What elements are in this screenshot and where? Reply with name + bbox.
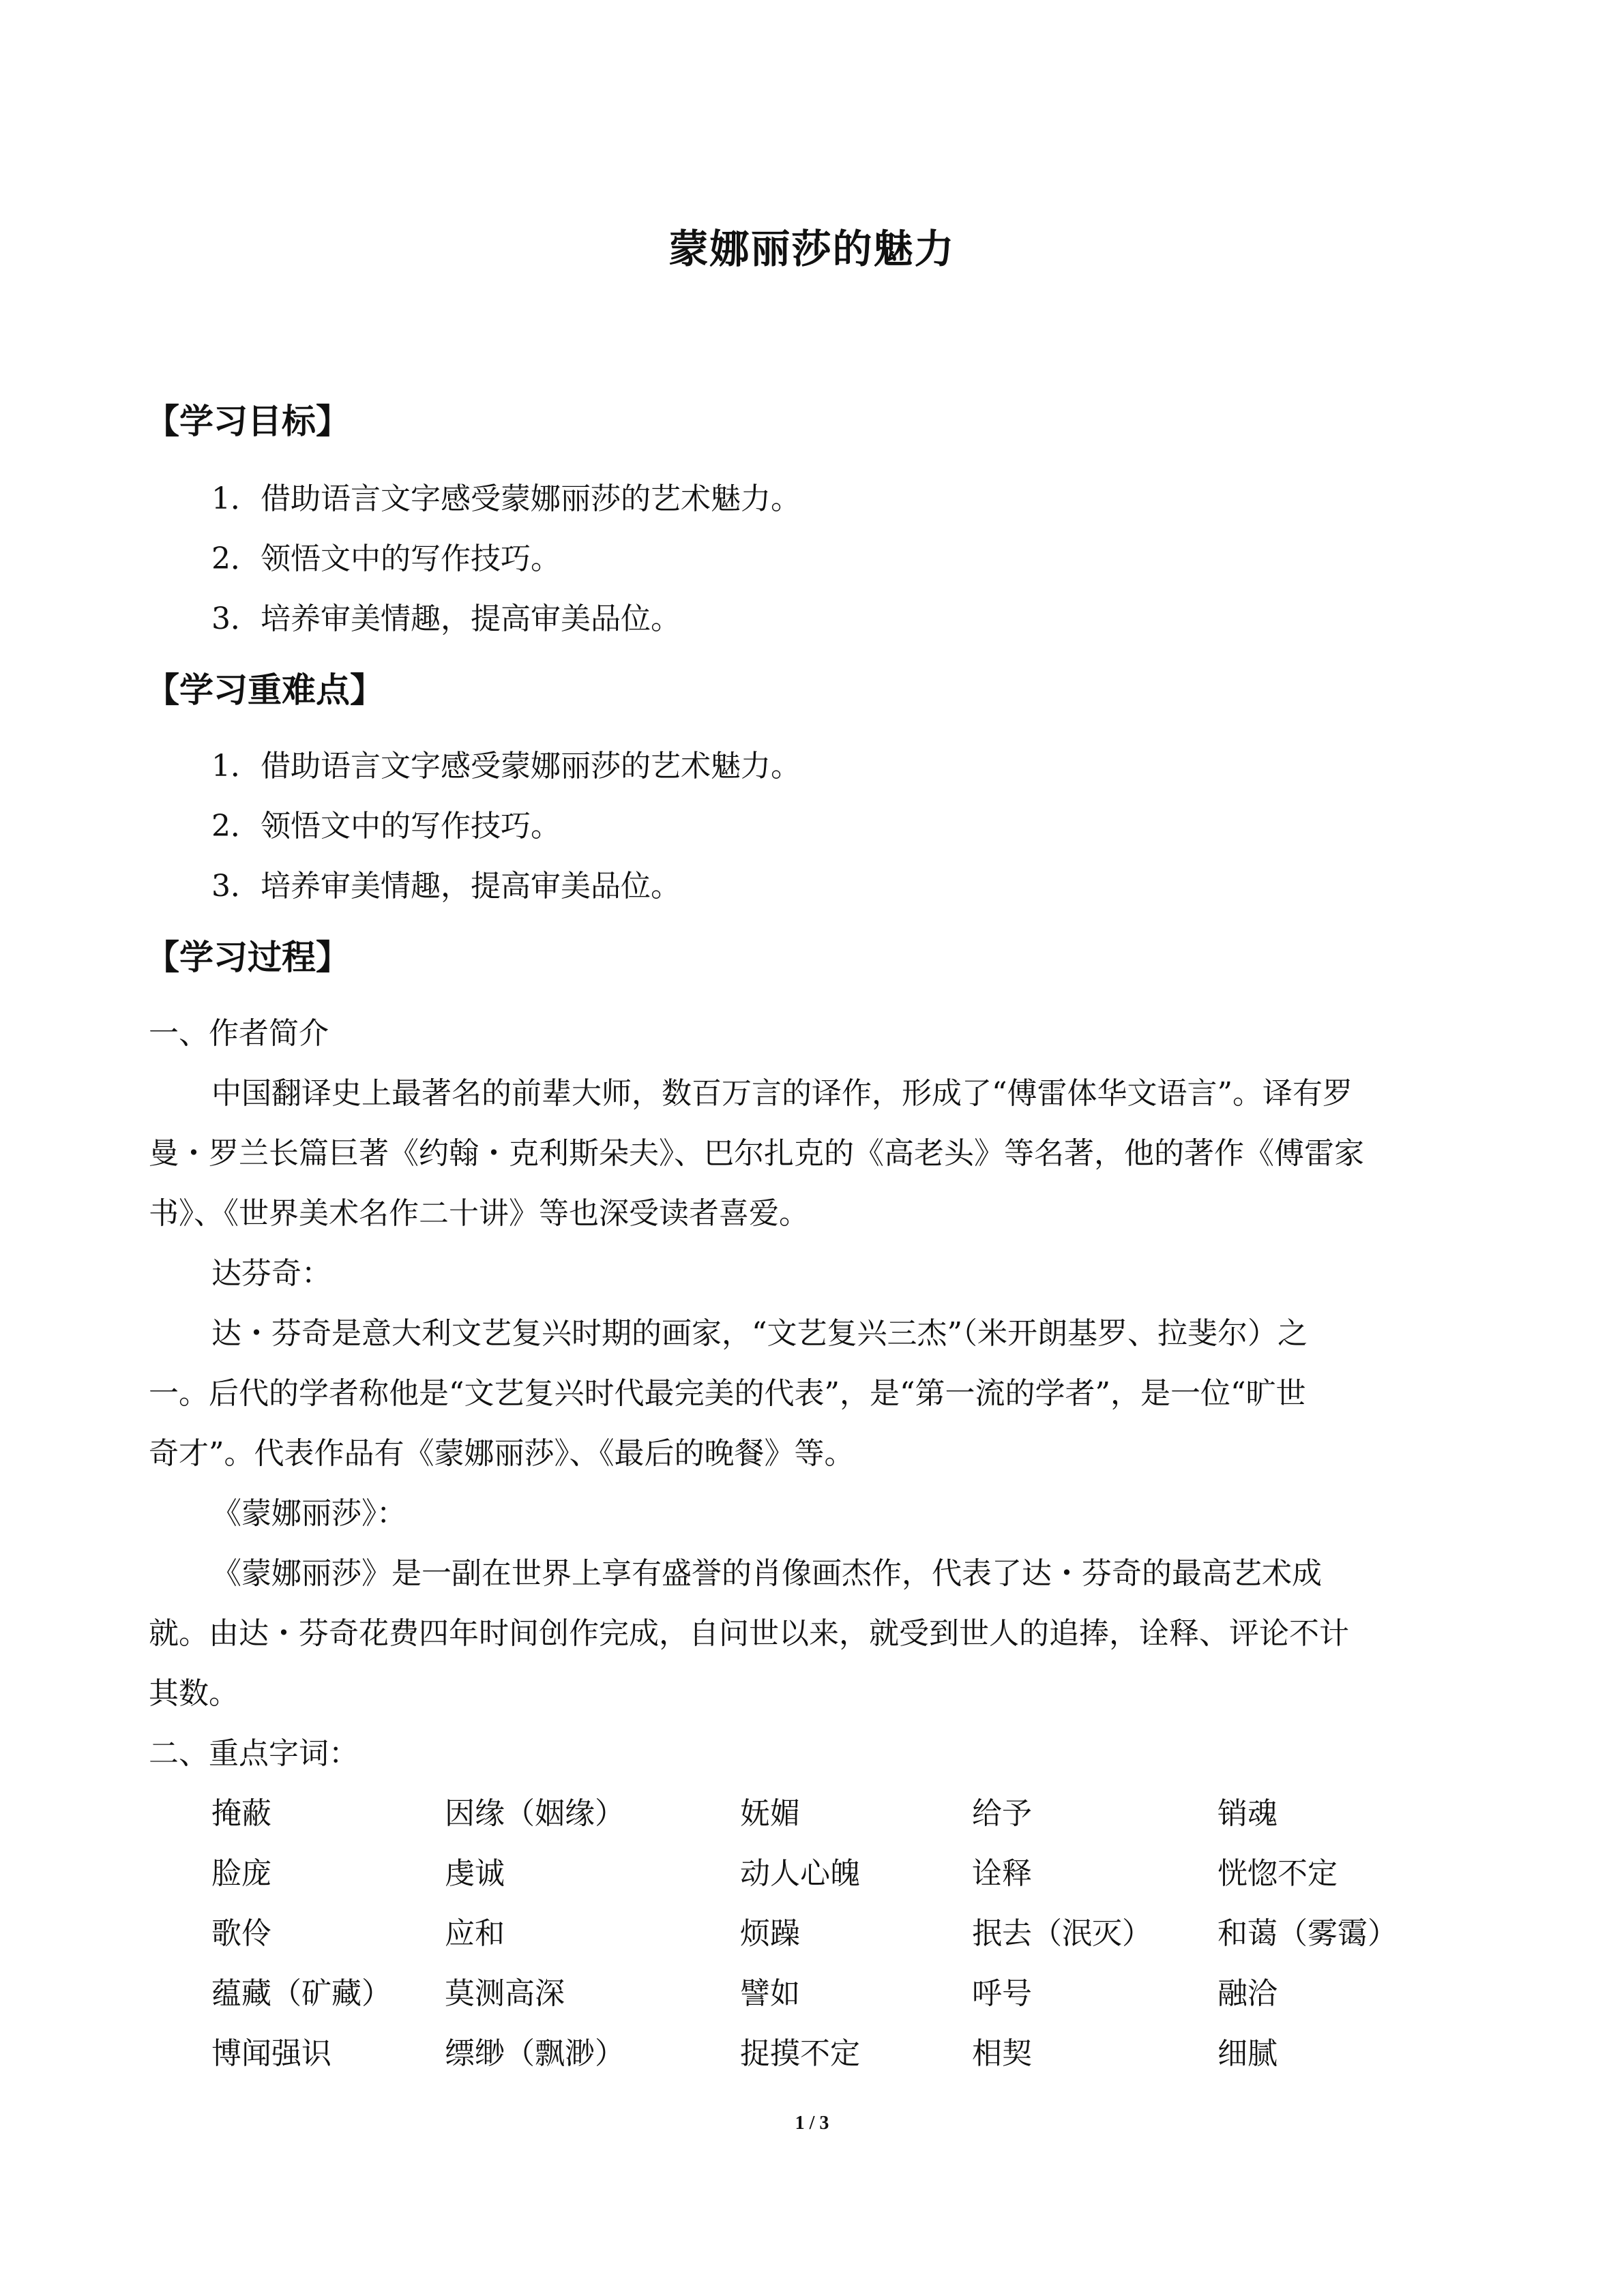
vocab-word: 融洽 [1217,1976,1278,2011]
key-point-item: 3．培养审美情趣，提高审美品位。 [211,869,681,904]
document-title: 蒙娜丽莎的魅力 [668,226,956,272]
section-heading-key-points: 【学习重难点】 [145,670,384,710]
vocab-heading: 二、重点字词： [149,1736,359,1771]
vocab-word: 烦躁 [740,1916,800,1951]
objective-item: 2．领悟文中的写作技巧。 [211,541,561,576]
vocab-word: 应和 [445,1916,505,1951]
vocab-word: 诠释 [972,1856,1032,1891]
section-heading-process: 【学习过程】 [145,938,350,977]
objective-item: 3．培养审美情趣，提高审美品位。 [211,601,681,636]
vocab-word: 妩媚 [740,1796,800,1831]
vocab-word: 缥缈（飘渺） [445,2036,625,2071]
vocab-word: 动人心魄 [740,1856,860,1891]
vocab-word: 销魂 [1217,1796,1278,1831]
author-intro-line: 书》、《世界美术名作二十讲》等也深受读者喜爱。 [149,1196,809,1231]
vocab-word: 因缘（姻缘） [445,1796,625,1831]
author-intro-heading: 一、作者简介 [149,1016,329,1051]
vocab-word: 捉摸不定 [740,2036,860,2071]
vocab-word: 虔诚 [445,1856,505,1891]
vocab-word: 歌伶 [211,1916,271,1951]
vocab-word: 相契 [972,2036,1032,2071]
objective-item: 1．借助语言文字感受蒙娜丽莎的艺术魅力。 [211,481,801,516]
page-number: 1 / 3 [795,2113,829,2134]
vocab-word: 呼号 [972,1976,1032,2011]
vocab-word: 细腻 [1217,2036,1278,2071]
author-intro-line: 中国翻译史上最著名的前辈大师，数百万言的译作，形成了“傅雷体华文语言”。译有罗 [211,1076,1353,1111]
section-heading-objectives: 【学习目标】 [145,402,350,441]
vocab-word: 抿去（泯灭） [972,1916,1152,1951]
vocab-word: 恍惚不定 [1217,1856,1338,1891]
vocab-word: 掩蔽 [211,1796,271,1831]
monalisa-line: 其数。 [149,1676,239,1711]
vocab-word: 博闻强识 [211,2036,331,2071]
davinci-line: 达・芬奇是意大利文艺复兴时期的画家，“文艺复兴三杰”（米开朗基罗、拉斐尔）之 [211,1316,1308,1351]
davinci-label: 达芬奇： [211,1256,331,1291]
vocab-word: 譬如 [740,1976,800,2011]
vocab-word: 脸庞 [211,1856,271,1891]
davinci-line: 一。后代的学者称他是“文艺复兴时代最完美的代表”，是“第一流的学者”，是一位“旷世 [149,1376,1306,1411]
monalisa-label: 《蒙娜丽莎》： [211,1496,407,1531]
vocab-word: 和蔼（雾霭） [1217,1916,1398,1951]
monalisa-line: 《蒙娜丽莎》是一副在世界上享有盛誉的肖像画杰作，代表了达・芬奇的最高艺术成 [211,1556,1322,1591]
monalisa-line: 就。由达・芬奇花费四年时间创作完成，自问世以来，就受到世人的追捧，诠释、评论不计 [149,1616,1349,1651]
vocab-word: 蕴藏（矿藏） [211,1976,392,2011]
key-point-item: 1．借助语言文字感受蒙娜丽莎的艺术魅力。 [211,749,801,784]
author-intro-line: 曼・罗兰长篇巨著《约翰・克利斯朵夫》、巴尔扎克的《高老头》等名著，他的著作《傅雷家 [149,1136,1364,1171]
vocab-word: 给予 [972,1796,1032,1831]
key-point-item: 2．领悟文中的写作技巧。 [211,809,561,844]
davinci-line: 奇才”。代表作品有《蒙娜丽莎》、《最后的晚餐》等。 [149,1436,855,1471]
vocab-word: 莫测高深 [445,1976,565,2011]
